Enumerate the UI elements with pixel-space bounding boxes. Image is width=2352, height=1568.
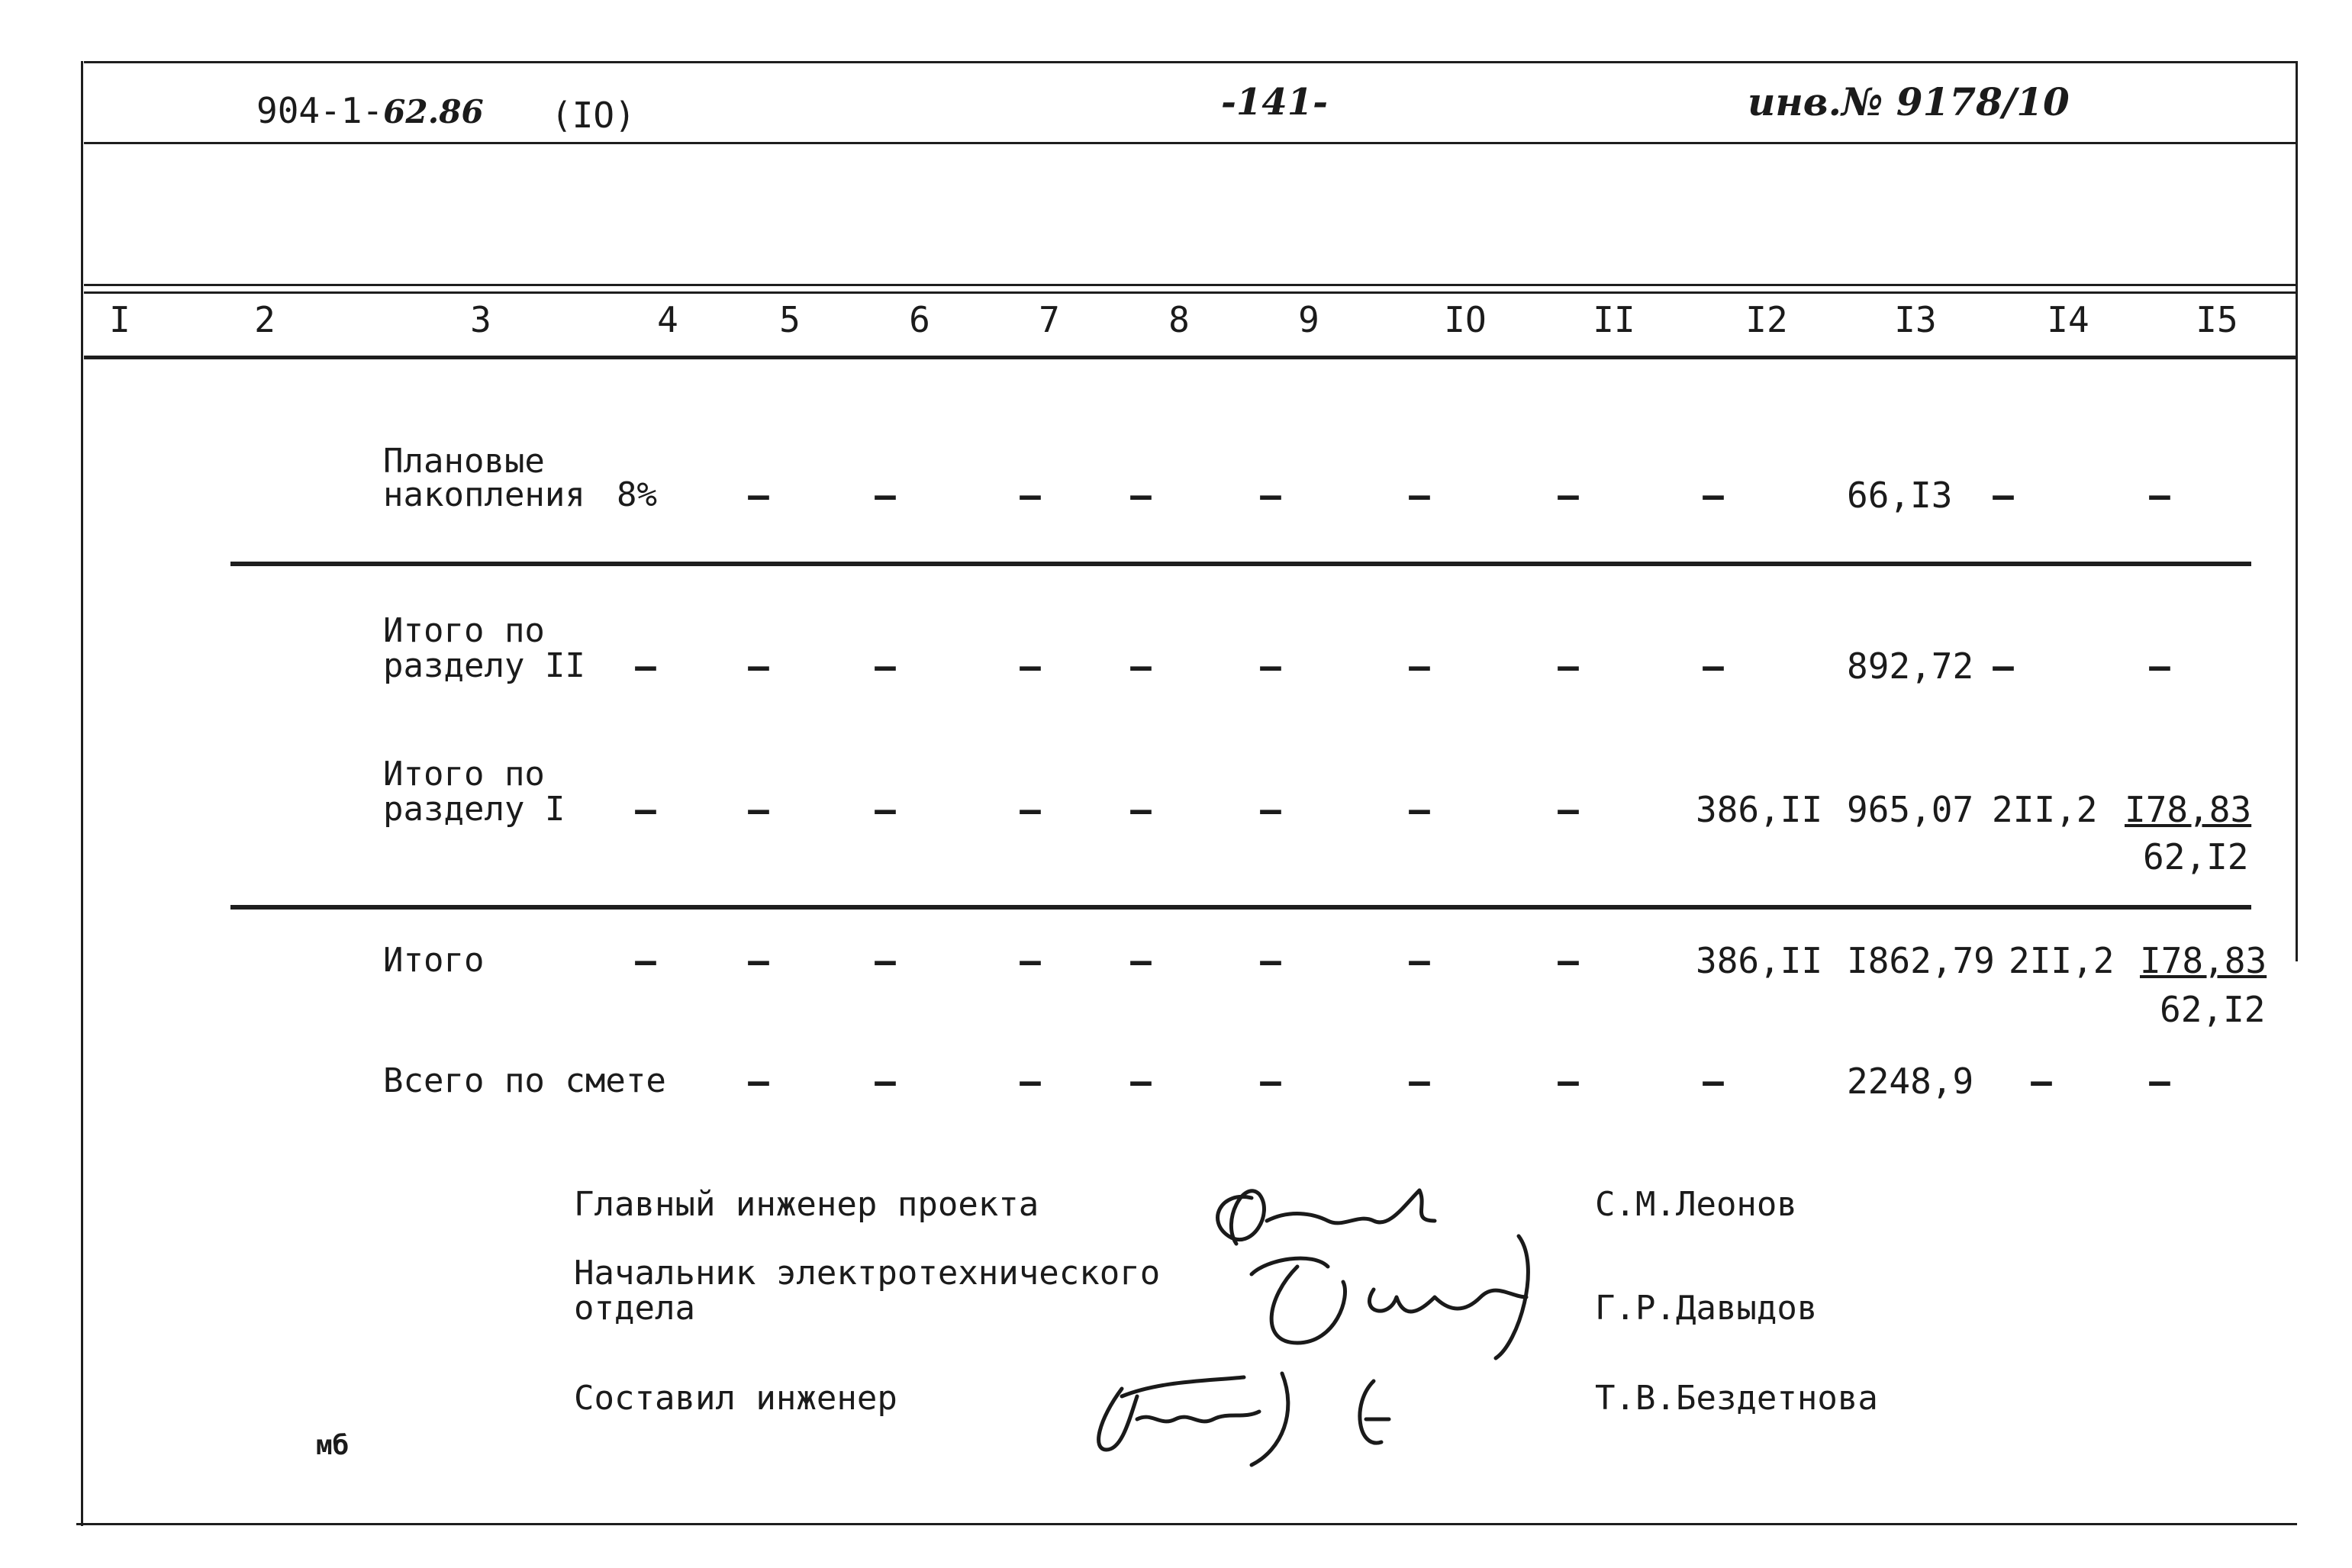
row-grand-total-dash: – bbox=[1703, 1061, 1724, 1102]
row-section-1-dash: – bbox=[1020, 789, 1041, 830]
row-total-dash: – bbox=[1130, 940, 1152, 981]
row-total-c14: 2II,2 bbox=[2009, 940, 2115, 981]
row-section-1-c15-bottom: 62,I2 bbox=[2143, 836, 2249, 877]
signature-author bbox=[1099, 1373, 1389, 1465]
row-section-1-dash: – bbox=[1409, 789, 1430, 830]
row-grand-total-dash: – bbox=[1130, 1061, 1152, 1102]
row-total-c12: 386,II bbox=[1696, 940, 1823, 981]
row-section-1-dash: – bbox=[875, 789, 896, 830]
col-num-15: I5 bbox=[2196, 299, 2238, 340]
row-grand-total-dash: – bbox=[1020, 1061, 1041, 1102]
col-num-7: 7 bbox=[1039, 299, 1060, 340]
row-planned-c13: 66,I3 bbox=[1847, 475, 1953, 516]
footer-mark: мб bbox=[316, 1430, 350, 1461]
department-head-name: Г.Р.Давыдов bbox=[1595, 1289, 1818, 1328]
chief-engineer-name: С.М.Леонов bbox=[1595, 1185, 1797, 1224]
row-total-dash: – bbox=[1260, 940, 1281, 981]
row-planned-label-2: накопления bbox=[383, 475, 585, 514]
row-section-2-dash: – bbox=[1020, 646, 1041, 687]
row-planned-dash: – bbox=[1558, 475, 1579, 516]
page-number: -141- bbox=[1221, 81, 1329, 124]
row-section-1-dash: – bbox=[635, 789, 656, 830]
row-total-label: Итого bbox=[383, 941, 485, 980]
row-section-1-c13: 965,07 bbox=[1847, 789, 1974, 830]
row-section-1-c15-top: I78,83 bbox=[2125, 789, 2252, 830]
row-section-2-label-1: Итого по bbox=[383, 611, 545, 650]
row-planned-dash: – bbox=[1993, 475, 2014, 516]
row-total-dash: – bbox=[1020, 940, 1041, 981]
row-grand-total-c13: 2248,9 bbox=[1847, 1061, 1974, 1102]
row-planned-dash: – bbox=[748, 475, 769, 516]
row-section-1-dash: – bbox=[748, 789, 769, 830]
row-grand-total-dash: – bbox=[1260, 1061, 1281, 1102]
row-section-2-dash: – bbox=[1558, 646, 1579, 687]
row-grand-total-dash: – bbox=[875, 1061, 896, 1102]
row-grand-total-dash: – bbox=[2149, 1061, 2170, 1102]
sheet-code: (IO) bbox=[551, 95, 636, 136]
author-name: Т.В.Бездетнова bbox=[1595, 1379, 1878, 1418]
row-section-2-dash: – bbox=[1130, 646, 1152, 687]
row-planned-dash: – bbox=[2149, 475, 2170, 516]
row-total-dash: – bbox=[748, 940, 769, 981]
row-planned-percent: 8% bbox=[617, 475, 657, 514]
row-section-1-dash: – bbox=[1260, 789, 1281, 830]
row-planned-dash: – bbox=[1020, 475, 1041, 516]
chief-engineer-title: Главный инженер проекта bbox=[574, 1185, 1039, 1224]
row-section-2-dash: – bbox=[2149, 646, 2170, 687]
row-total-c15-bottom: 62,I2 bbox=[2160, 989, 2266, 1030]
row-section-2-dash: – bbox=[1409, 646, 1430, 687]
signature-head bbox=[1252, 1236, 1528, 1358]
row-section-2-dash: – bbox=[748, 646, 769, 687]
row-total-dash: – bbox=[1409, 940, 1430, 981]
row-section-1-label-2: разделу I bbox=[383, 790, 565, 829]
row-section-1-label-1: Итого по bbox=[383, 755, 545, 794]
col-num-1: I bbox=[109, 299, 130, 340]
row-section-1-c14: 2II,2 bbox=[1992, 789, 2098, 830]
col-num-3: 3 bbox=[470, 299, 491, 340]
doc-number-prefix: 904-1- bbox=[256, 90, 384, 131]
col-num-13: I3 bbox=[1894, 299, 1937, 340]
doc-number-suffix: 62.86 bbox=[383, 93, 484, 130]
col-num-6: 6 bbox=[909, 299, 930, 340]
col-num-12: I2 bbox=[1745, 299, 1788, 340]
inventory-number: инв.№ 9178/10 bbox=[1748, 79, 2070, 124]
row-planned-dash: – bbox=[1703, 475, 1724, 516]
row-section-1-dash: – bbox=[1558, 789, 1579, 830]
department-head-title-1: Начальник электротехнического bbox=[574, 1254, 1161, 1293]
row-total-c13: I862,79 bbox=[1847, 940, 1995, 981]
row-grand-total-dash: – bbox=[1558, 1061, 1579, 1102]
row-total-dash: – bbox=[635, 940, 656, 981]
row-planned-dash: – bbox=[875, 475, 896, 516]
row-section-2-dash: – bbox=[1260, 646, 1281, 687]
col-num-8: 8 bbox=[1168, 299, 1190, 340]
author-title: Составил инженер bbox=[574, 1379, 897, 1418]
col-num-5: 5 bbox=[779, 299, 801, 340]
col-num-14: I4 bbox=[2047, 299, 2089, 340]
col-num-4: 4 bbox=[657, 299, 678, 340]
row-section-2-c13: 892,72 bbox=[1847, 646, 1974, 687]
row-section-1-c12: 386,II bbox=[1696, 789, 1823, 830]
row-grand-total-dash: – bbox=[1409, 1061, 1430, 1102]
row-planned-dash: – bbox=[1409, 475, 1430, 516]
row-planned-dash: – bbox=[1260, 475, 1281, 516]
row-grand-total-dash: – bbox=[2031, 1061, 2052, 1102]
row-section-2-dash: – bbox=[635, 646, 656, 687]
row-grand-total-dash: – bbox=[748, 1061, 769, 1102]
row-grand-total-label: Всего по смете bbox=[383, 1061, 666, 1100]
row-total-c15-top: I78,83 bbox=[2140, 940, 2267, 981]
col-num-9: 9 bbox=[1298, 299, 1319, 340]
row-section-2-dash: – bbox=[875, 646, 896, 687]
row-planned-label-1: Плановые bbox=[383, 442, 545, 481]
col-num-11: II bbox=[1593, 299, 1635, 340]
row-total-dash: – bbox=[1558, 940, 1579, 981]
row-section-2-dash: – bbox=[1703, 646, 1724, 687]
row-planned-dash: – bbox=[1130, 475, 1152, 516]
row-section-1-dash: – bbox=[1130, 789, 1152, 830]
signature-chief bbox=[1218, 1190, 1435, 1244]
col-num-2: 2 bbox=[254, 299, 275, 340]
department-head-title-2: отдела bbox=[574, 1289, 695, 1328]
row-section-2-label-2: разделу II bbox=[383, 646, 585, 685]
row-section-2-dash: – bbox=[1993, 646, 2014, 687]
col-num-10: IO bbox=[1444, 299, 1487, 340]
row-total-dash: – bbox=[875, 940, 896, 981]
